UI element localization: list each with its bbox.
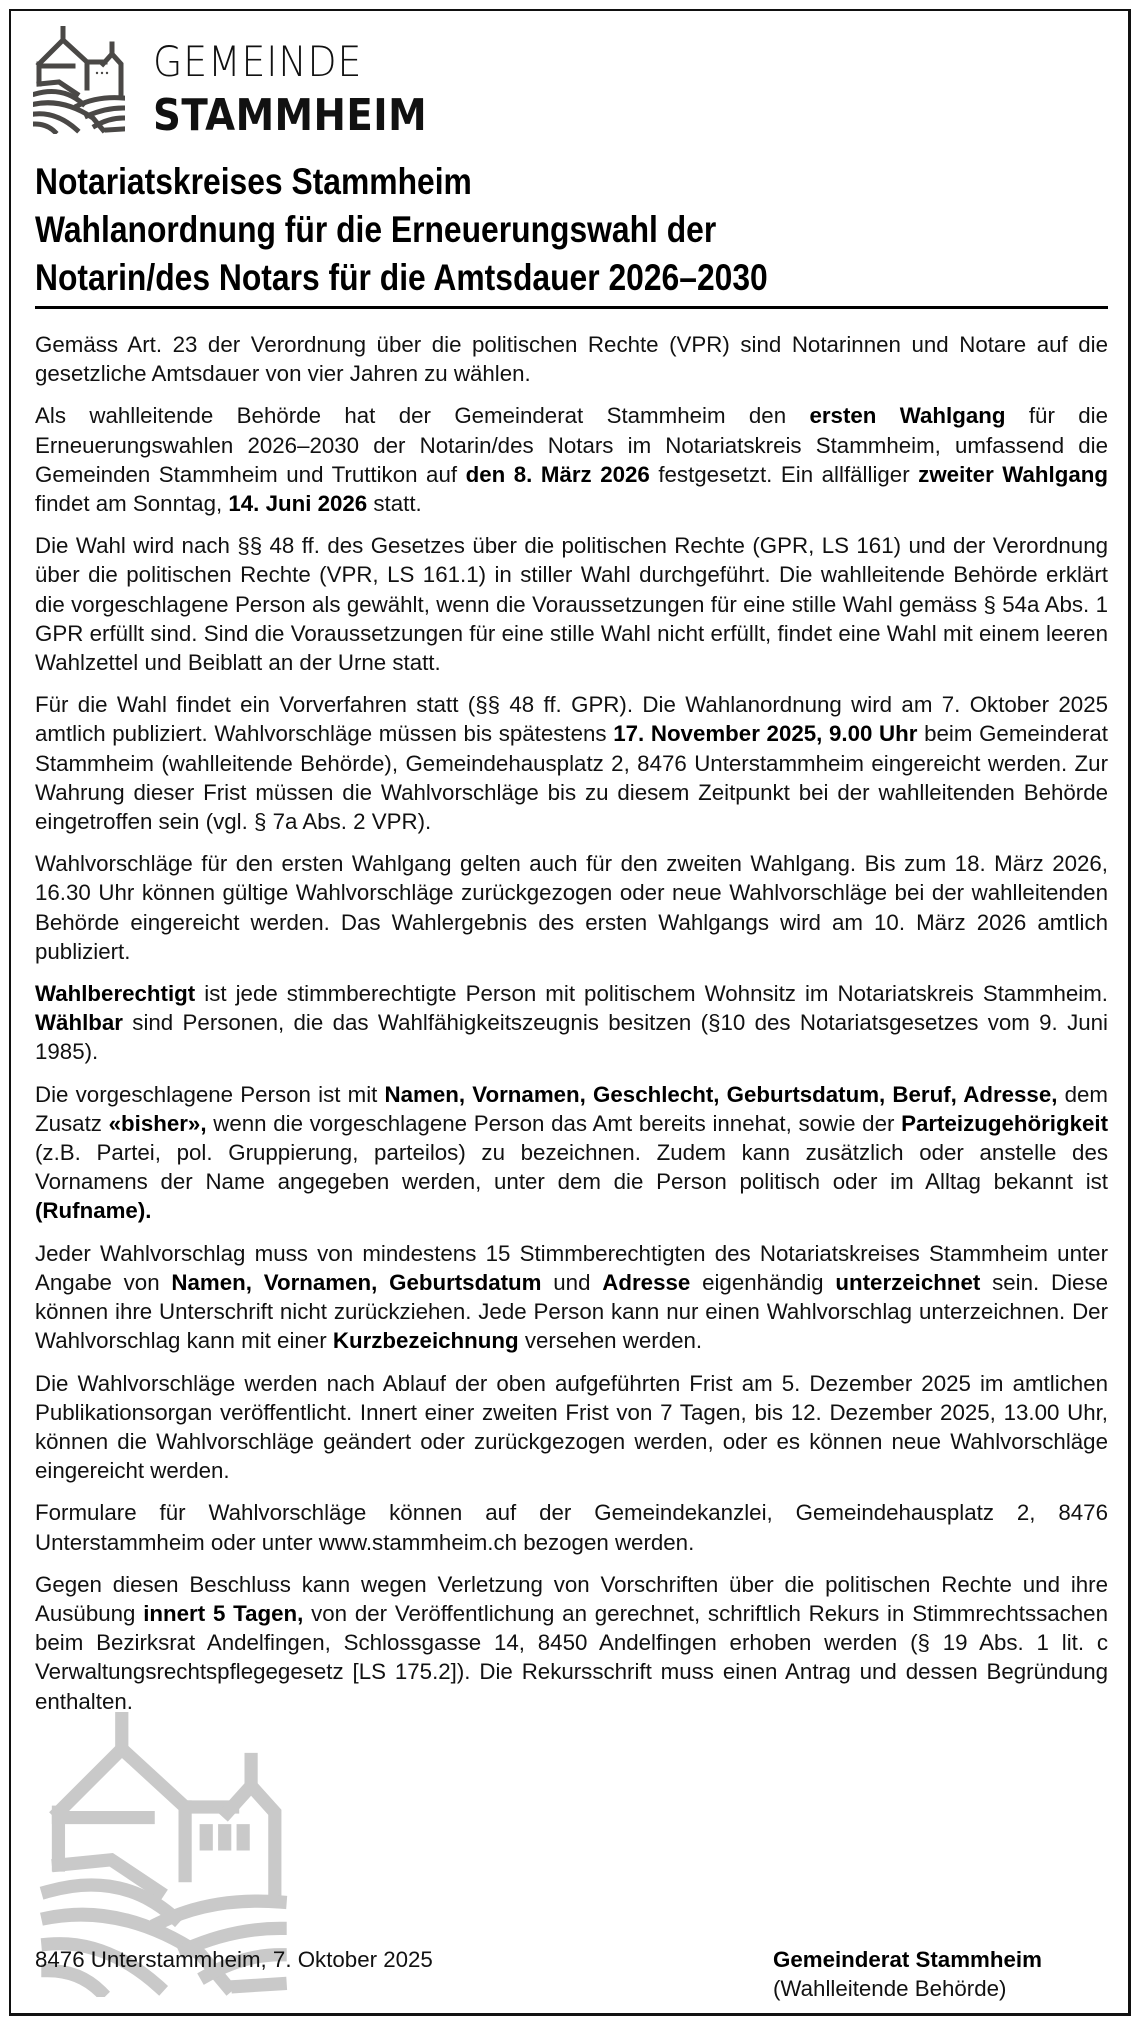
paragraph-text: Die vorgeschlagene Person ist mit bbox=[35, 1081, 385, 1107]
brand-name-line1: GEMEINDE bbox=[153, 37, 363, 86]
paragraph-text: findet am Sonntag, bbox=[35, 491, 229, 517]
paragraph-text: beim Gemeinderat Stammheim (wahlleitende Behörde), Gemeindehausplatz 2, 8476 Unterstammheim eingereicht werden. Zur Wahrung dieser Frist müssen die Wahlvorschläge bis zu diesem Zeitpunkt bei der wahlleitenden Behörde eingetroffen sein (vgl. § 7a Abs. 2 VPR). bbox=[35, 721, 1108, 835]
body-paragraph bbox=[35, 1080, 1108, 1226]
place-date: 8476 Unterstammheim, 7. Oktober 2025 bbox=[35, 1947, 433, 1972]
paragraph-text: Für die Wahl findet ein Vorverfahren statt (§§ 48 ff. GPR). Die Wahlanordnung wird am 7. Oktober 2025 amtlich publiziert. Wahlvorschläge müssen bis spätestens bbox=[35, 692, 1108, 747]
body-paragraph bbox=[35, 979, 1108, 1067]
emphasis-text: zweiter Wahlgang bbox=[918, 461, 1108, 487]
paragraph-text: dem Zusatz bbox=[35, 1081, 1108, 1136]
paragraph-text: festgesetzt. Ein allfälliger bbox=[649, 461, 919, 487]
title-line-2: Wahlanordnung für die Erneuerungswahl der bbox=[35, 209, 717, 250]
emphasis-text: unterzeichnet bbox=[835, 1269, 981, 1295]
castle-vineyard-logo-icon bbox=[33, 26, 125, 134]
brand-name-line2: STAMMHEIM bbox=[153, 90, 428, 141]
paragraph-text: Als wahlleitende Behörde hat der Gemeinderat Stammheim den bbox=[35, 403, 810, 429]
emphasis-text: Wahlberechtigt bbox=[35, 981, 196, 1007]
paragraph-text: ist jede stimmberechtigte Person mit politischem Wohnsitz im Notariatskreis Stammheim. bbox=[195, 981, 1108, 1007]
paragraph-text: statt. bbox=[367, 491, 422, 517]
paragraph-text: Gegen diesen Beschluss kann wegen Verletzung von Vorschriften über die politischen Rechte und ihre Ausübung bbox=[35, 1571, 1108, 1626]
paragraph-text: Formulare für Wahlvorschläge können auf der Gemeindekanzlei, Gemeindehausplatz 2, 8476 Unterstammheim oder unter www.stammheim.ch bezogen werden. bbox=[35, 1500, 1108, 1555]
body-paragraph bbox=[35, 401, 1108, 518]
body-paragraph bbox=[35, 690, 1108, 836]
paragraph-text: eigenhändig bbox=[690, 1269, 836, 1295]
body-paragraph bbox=[35, 1498, 1108, 1556]
emphasis-text: ersten Wahlgang bbox=[809, 403, 1006, 429]
body-paragraph bbox=[35, 1239, 1108, 1356]
paragraph-text: für die Erneuerungswahlen 2026–2030 der Notarin/des Notars im Notariatskreis Stammheim, umfassend die Gemeinden Stammheim und Truttikon auf bbox=[35, 403, 1109, 487]
document-body bbox=[35, 330, 1108, 1729]
title-divider bbox=[35, 306, 1108, 309]
paragraph-text: Jeder Wahlvorschlag muss von mindestens 15 Stimmberechtigten des Notariatskreises Stammheim unter Angabe von bbox=[35, 1240, 1108, 1295]
emphasis-text: 17. November 2025, 9.00 Uhr bbox=[613, 721, 918, 747]
paragraph-text: Die Wahl wird nach §§ 48 ff. des Gesetzes über die politischen Rechte (GPR, LS 161) und der Verordnung über die politischen Rechte (VPR, LS 161.1) in stiller Wahl durchgeführt. Die wahlleitende Behörde erklärt die vorgeschlagene Person als gewählt, wenn die Voraussetzungen für eine stille Wahl gemäss § 54a Abs. 1 GPR erfüllt sind. Sind die Voraussetzungen für eine stille Wahl nicht erfüllt, findet eine Wahl mit einem leeren Wahlzettel und Beiblatt an der Urne statt. bbox=[35, 533, 1108, 676]
paragraph-text: Die Wahlvorschläge werden nach Ablauf der oben aufgeführten Frist am 5. Dezember 2025 im amtlichen Publikationsorgan veröffentlicht. Innert einer zweiten Frist von 7 Tagen, bis 12. Dezember 2025, 13.00 Uhr, können die Wahlvorschläge geändert oder zurückgezogen werden, oder es können neue Wahlvorschläge eingereicht werden. bbox=[35, 1370, 1108, 1484]
paragraph-text: von der Veröffentlichung an gerechnet, schriftlich Rekurs in Stimmrechtssachen beim Bezirksrat Andelfingen, Schlossgasse 14, 8450 Andelfingen erhoben werden (§ 19 Abs. 1 lit. c Verwaltungsrechtspflegegesetz [LS 175.2]). Die Rekursschrift muss einen Antrag und dessen Begründung enthalten. bbox=[35, 1600, 1108, 1714]
paragraph-text: sein. Diese können ihre Unterschrift nicht zurückziehen. Jede Person kann nur einen Wahlvorschlag unterzeichnen. Der Wahlvorschlag kann mit einer bbox=[35, 1269, 1109, 1354]
signature-block bbox=[773, 1945, 1042, 2003]
paragraph-text: und bbox=[541, 1269, 603, 1295]
emphasis-text: Namen, Vornamen, Geburtsdatum bbox=[171, 1269, 542, 1295]
emphasis-text: (Rufname). bbox=[35, 1198, 152, 1224]
emphasis-text: «bisher», bbox=[108, 1110, 207, 1136]
body-paragraph bbox=[35, 1570, 1108, 1716]
paragraph-text: Gemäss Art. 23 der Verordnung über die politischen Rechte (VPR) sind Notarinnen und Notare auf die gesetzliche Amtsdauer von vier Jahren zu wählen. bbox=[35, 332, 1108, 387]
body-paragraph bbox=[35, 1369, 1108, 1486]
emphasis-text: Wählbar bbox=[35, 1010, 123, 1036]
paragraph-text: sind Personen, die das Wahlfähigkeitszeugnis besitzen (§10 des Notariatsgesetzes vom 9. Juni 1985). bbox=[35, 1010, 1108, 1065]
body-paragraph bbox=[35, 330, 1108, 388]
title-line-3: Notarin/des Notars für die Amtsdauer 2026–2030 bbox=[35, 257, 768, 298]
emphasis-text: Kurzbezeichnung bbox=[332, 1328, 519, 1354]
paragraph-text: Wahlvorschläge für den ersten Wahlgang gelten auch für den zweiten Wahlgang. Bis zum 18. März 2026, 16.30 Uhr können gültige Wahlvorschläge zurückgezogen oder neue Wahlvorschläge bei der wahlleitenden Behörde eingereicht werden. Das Wahlergebnis des ersten Wahlgangs wird am 10. März 2026 amtlich publiziert. bbox=[35, 851, 1108, 964]
emphasis-text: 14. Juni 2026 bbox=[228, 491, 368, 517]
emphasis-text: den 8. März 2026 bbox=[465, 461, 650, 487]
emphasis-text: innert 5 Tagen, bbox=[143, 1600, 304, 1626]
signatory-role: (Wahlleitende Behörde) bbox=[773, 1976, 1007, 2001]
paragraph-text: wenn die vorgeschlagene Person das Amt bereits innehat, sowie der bbox=[206, 1110, 902, 1136]
emphasis-text: Adresse bbox=[602, 1269, 691, 1295]
paragraph-text: (z.B. Partei, pol. Gruppierung, parteilos) zu bezeichnen. Zudem kann zusätzlich oder anstelle des Vornamens der Name angegeben werden, unter dem die Person politisch oder im Alltag bekannt ist bbox=[35, 1140, 1108, 1195]
body-paragraph bbox=[35, 849, 1108, 966]
body-paragraph bbox=[35, 531, 1108, 677]
paragraph-text: versehen werden. bbox=[518, 1328, 703, 1354]
signatory-name: Gemeinderat Stammheim bbox=[773, 1947, 1042, 1972]
emphasis-text: Namen, Vornamen, Geschlecht, Geburtsdatum, Beruf, Adresse, bbox=[384, 1081, 1058, 1107]
title-line-1: Notariatskreises Stammheim bbox=[35, 161, 472, 202]
document-title bbox=[35, 158, 960, 302]
emphasis-text: Parteizugehörigkeit bbox=[901, 1110, 1109, 1136]
